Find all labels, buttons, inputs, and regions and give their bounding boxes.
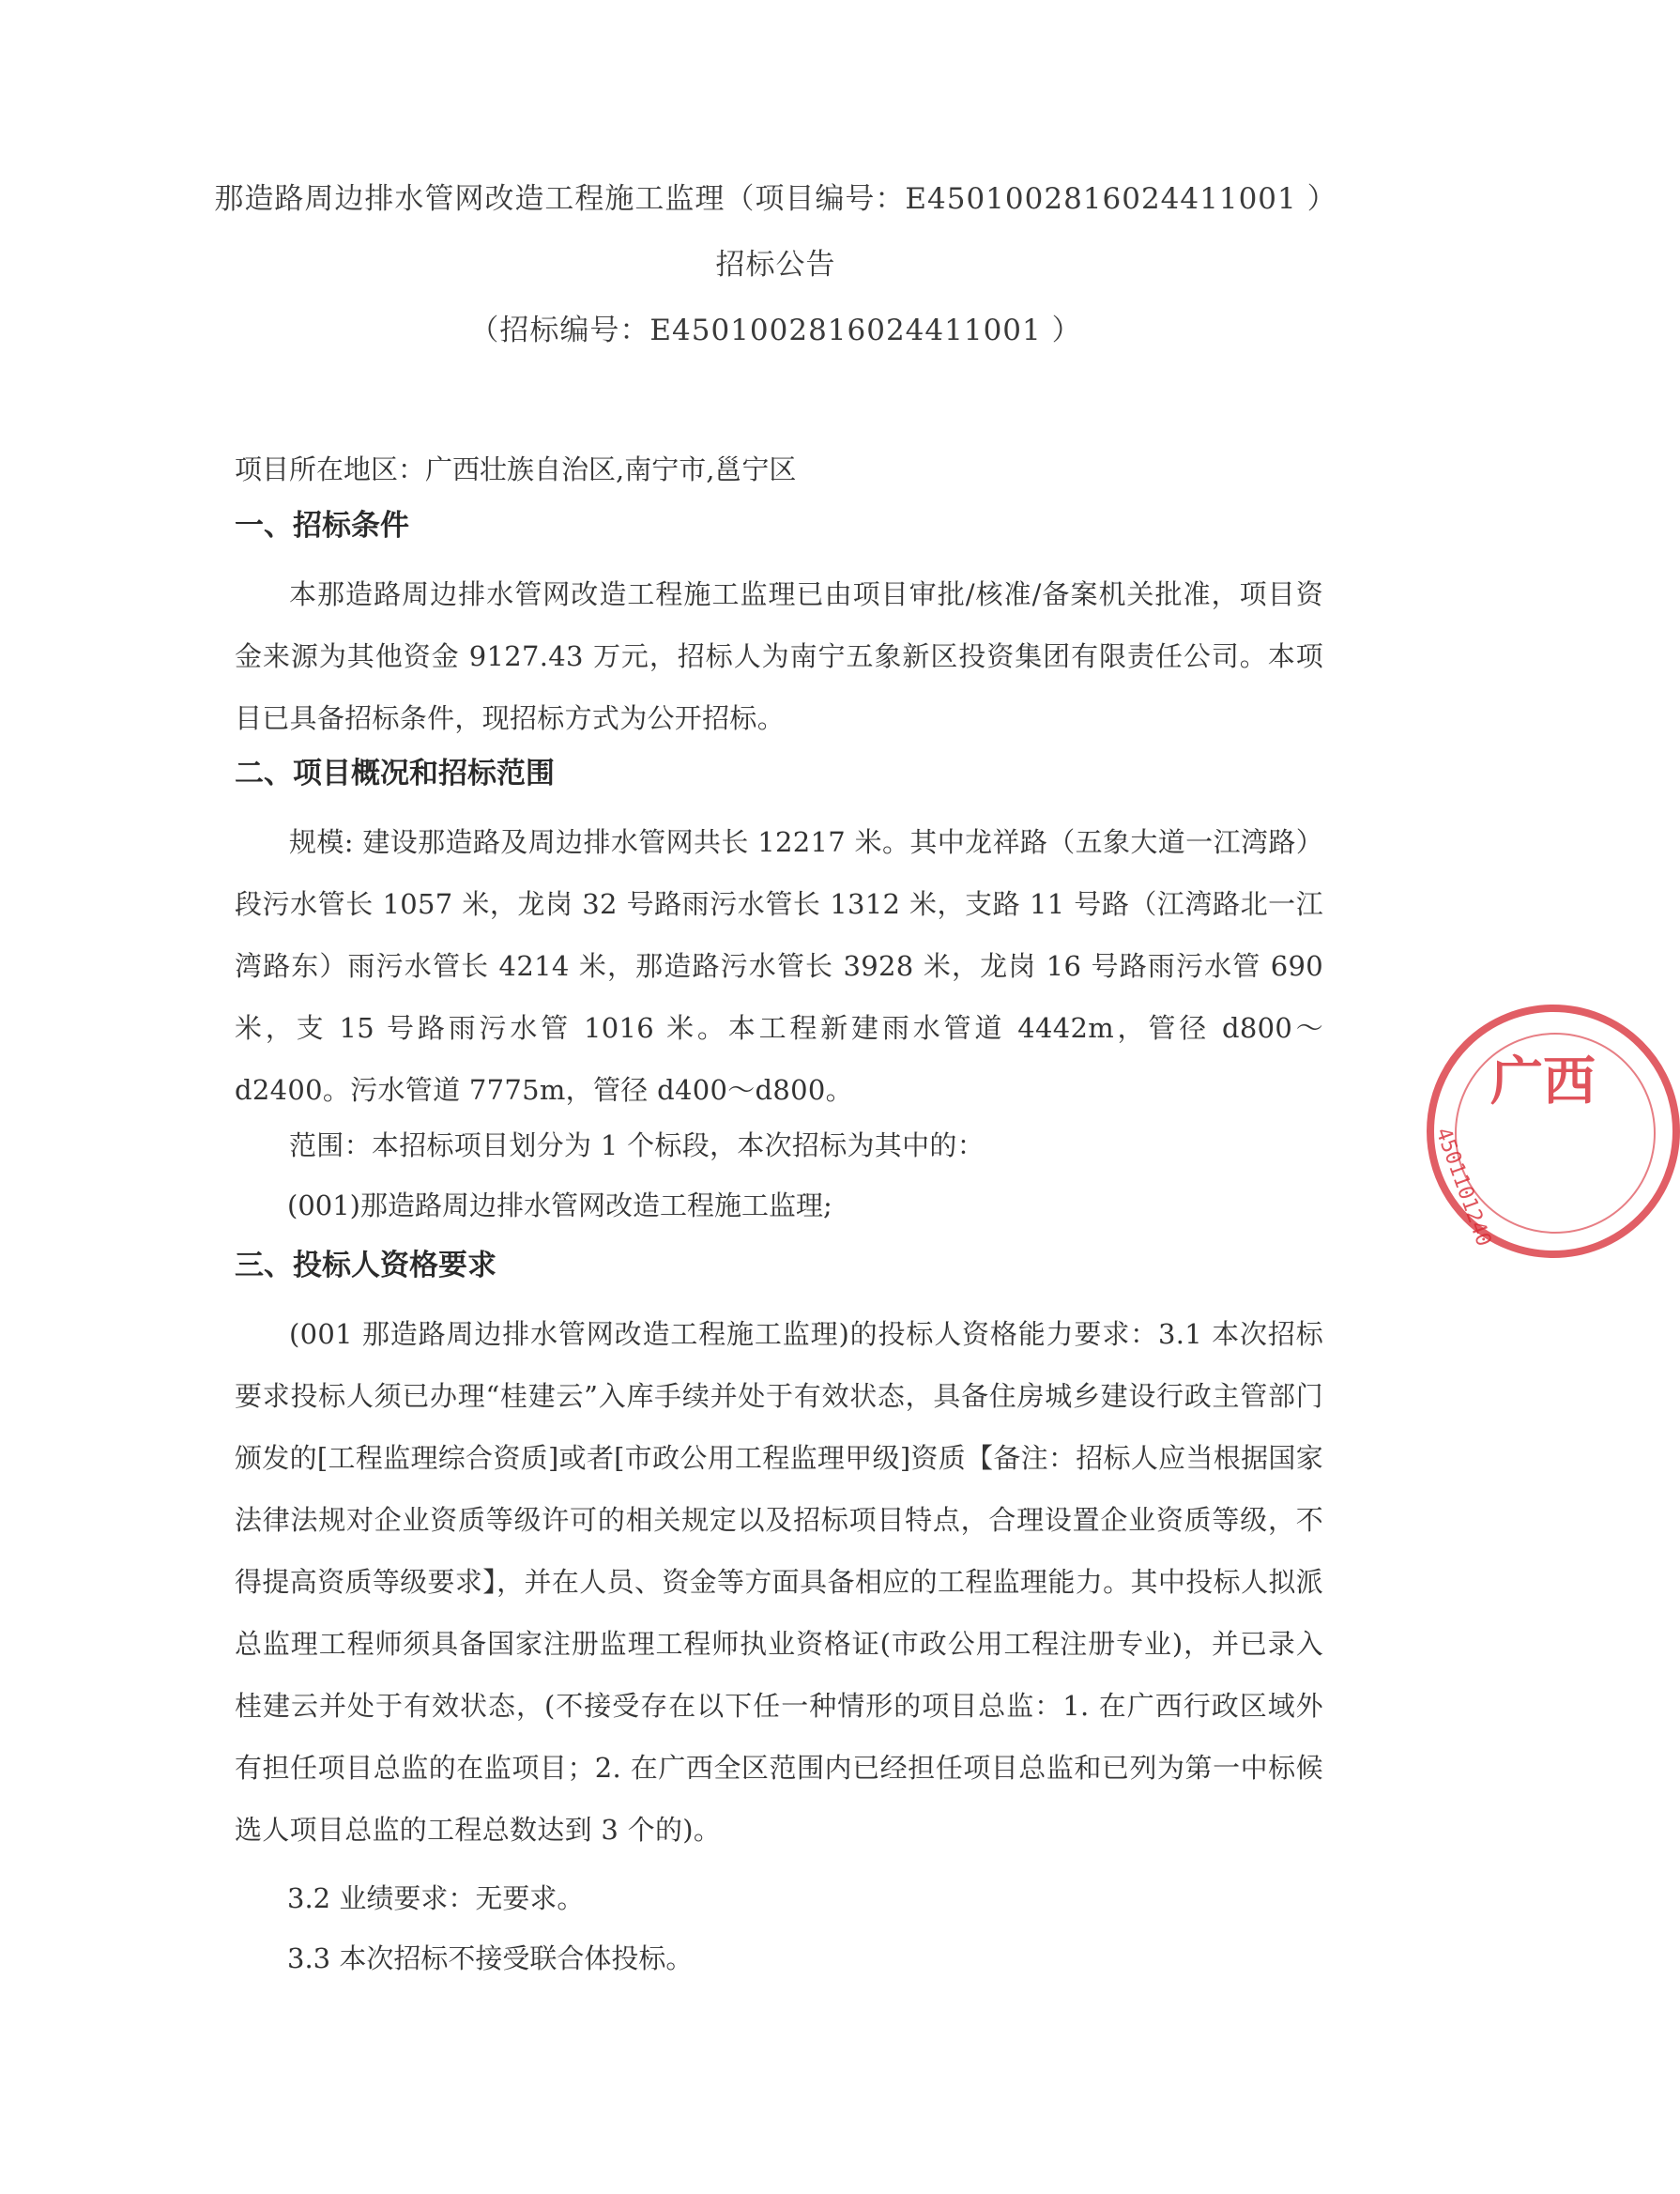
section-heading-2: 二、项目概况和招标范围 bbox=[235, 757, 555, 790]
consortium-requirement: 3.3 本次招标不接受联合体投标。 bbox=[287, 1942, 694, 1974]
lot-item: (001)那造路周边排水管网改造工程施工监理; bbox=[287, 1189, 832, 1221]
performance-requirement: 3.2 业绩要求：无要求。 bbox=[287, 1882, 585, 1914]
project-region: 项目所在地区：广西壮族自治区,南宁市,邕宁区 bbox=[235, 453, 797, 485]
section-2-paragraph-scope: 范围：本招标项目划分为 1 个标段，本次招标为其中的： bbox=[289, 1129, 985, 1161]
section-heading-3: 三、投标人资格要求 bbox=[235, 1249, 496, 1282]
official-seal bbox=[1427, 1005, 1680, 1258]
tender-number: （招标编号：E4501002816024411001 ） bbox=[469, 314, 1082, 347]
document-subtitle: 招标公告 bbox=[715, 248, 836, 282]
title-block bbox=[0, 180, 1551, 377]
document-title: 那造路周边排水管网改造工程施工监理（项目编号：E4501002816024411001 ） bbox=[214, 182, 1337, 216]
section-2-paragraph-scale: 规模: 建设那造路及周边排水管网共长 12217 米。其中龙祥路（五象大道一江湾路）段污水管长 1057 米，龙岗 32 号路雨污水管长 1312 米，支路 11 号路（江湾路北一江湾路东）雨污水管长 4214 米，那造路污水管长 3928 米，龙岗 16 号路雨污水管 690 米，支 15 号路雨污水管 1016 米。本工程新建雨水管道 4442m，管径 d800～d2400。污水管道 7775m，管径 d400～d800。 bbox=[235, 826, 1323, 1106]
section-1-paragraph: 本那造路周边排水管网改造工程施工监理已由项目审批/核准/备案机关批准，项目资金来源为其他资金 9127.43 万元，招标人为南宁五象新区投资集团有限责任公司。本项目已具备招标条件，现招标方式为公开招标。 bbox=[235, 578, 1323, 734]
seal-number: 4501101240 bbox=[1430, 1125, 1496, 1250]
section-heading-1: 一、招标条件 bbox=[235, 509, 409, 543]
document-body bbox=[235, 451, 1323, 2000]
section-3-paragraph: (001 那造路周边排水管网改造工程施工监理)的投标人资格能力要求：3.1 本次招标要求投标人须已办理“桂建云”入库手续并处于有效状态，具备住房城乡建设行政主管部门颁发的[工程监理综合资质]或者[市政公用工程监理甲级]资质【备注：招标人应当根据国家法律法规对企业资质等级许可的相关规定以及招标项目特点，合理设置企业资质等级，不得提高资质等级要求】，并在人员、资金等方面具备相应的工程监理能力。其中投标人拟派总监理工程师须具备国家注册监理工程师执业资格证(市政公用工程注册专业)，并已录入桂建云并处于有效状态，(不接受存在以下任一种情形的项目总监：1. 在广西行政区域外有担任项目总监的在监项目；2. 在广西全区范围内已经担任项目总监和已列为第一中标候选人项目总监的工程总数达到 3 个的)。 bbox=[235, 1318, 1323, 1846]
seal-text: 广西 bbox=[1490, 1051, 1596, 1112]
